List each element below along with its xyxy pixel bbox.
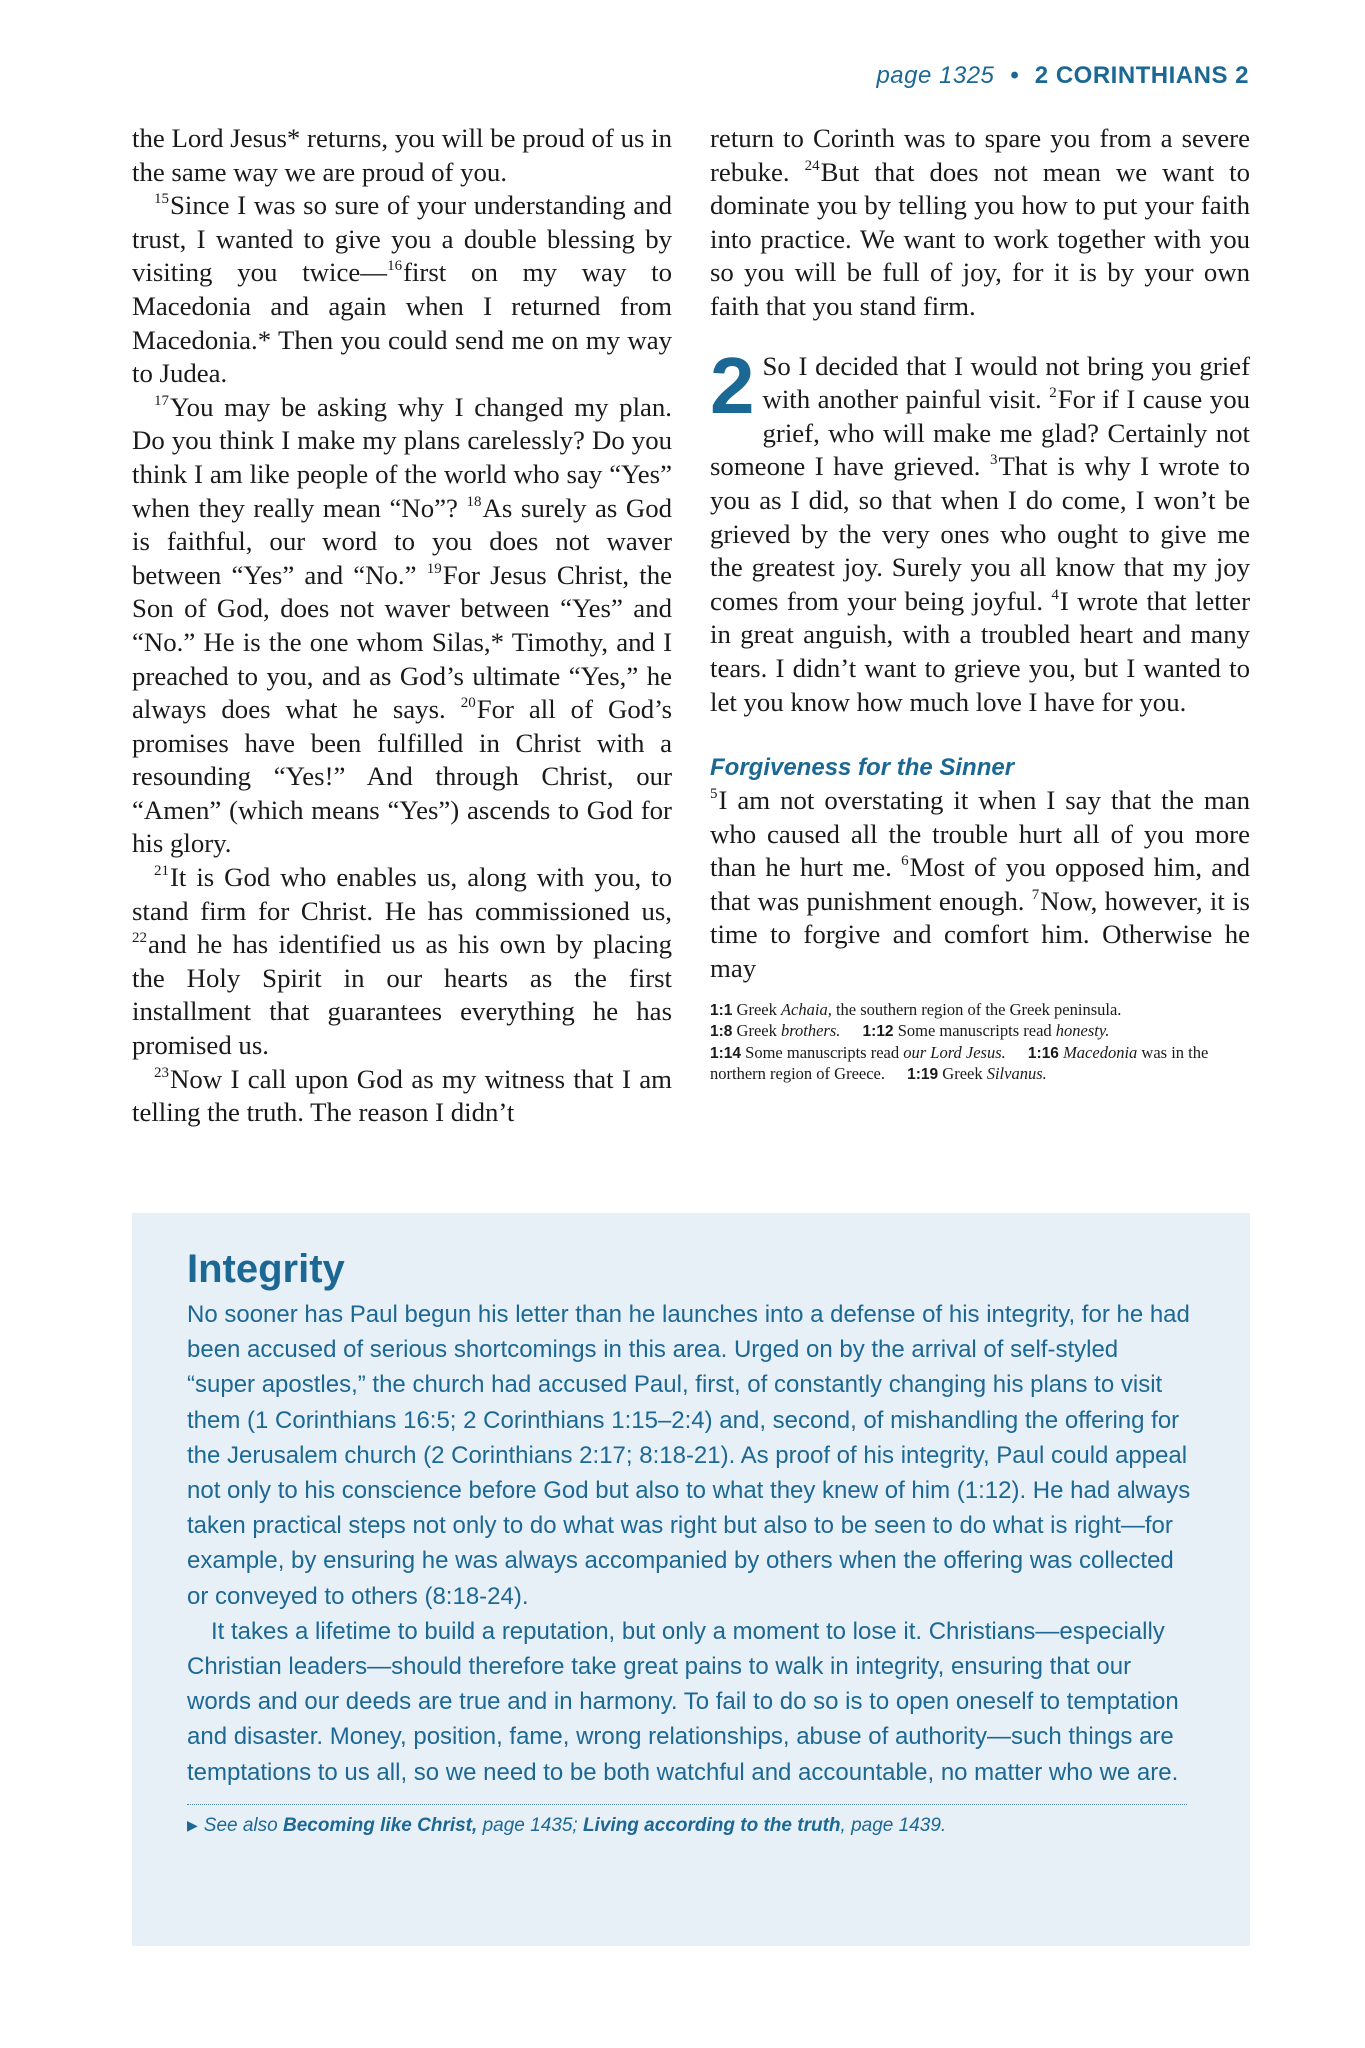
verse-number: 24 [804,157,820,174]
verse-number: 19 [426,560,442,577]
verse-number: 18 [466,493,482,510]
footnote: 1:8 Greek brothers. [710,1021,841,1041]
verse-number: 21 [154,863,169,880]
footnote: 1:1 Greek Achaia, the southern region of the Greek peninsula. [710,999,1122,1019]
see-also-link-living-according-to-truth[interactable]: Living according to the truth [582,1814,841,1836]
chapter-2-opening: 2 So I decided that I would not bring you grief with another painful visit. $^2$For if I cause you grief, who will make me glad? Certainly not someone I have grieved. $^3$That is why I wrote to you as I did, so that when I do come, I won’t be grieved by the very ones who ought to give me the greatest joy. Surely you all know that my joy comes from your being joyful. $^4$I wrote that letter in great anguish, with a troubled heart and many tears. I didn’t want to grieve you, but I wanted to let you know how much love I have for you. [710,340,1250,717]
verse-number: 23 [154,1064,169,1081]
sidebar-paragraph: It takes a lifetime to build a reputation, but only a moment to lose it. Christians—especially Christian leaders—should therefore take great pains to walk in integrity, ensuring that our words and our deeds are true and in harmony. To fail to do so is to open oneself to temptation and disaster. Money, position, fame, wrong relationships, abuse of authority—such things are temptations to us all, so we need to be both watchful and accountable, no matter who we are. [187,1617,1179,1786]
verse-5: $^5$I am not overstating it when I say that the man who caused all the trouble hurt all of you more than he hurt me. $^6$Most of you opposed him, and that was punishment enough. $^7$Now, however, it is time to forgive and comfort him. Otherwise he may [710,785,1250,984]
verse-17: $^{17}$You may be asking why I changed my plan. Do you think I make my plans carelessly? Do you think I am like people of the world who say “Yes” when they really mean “No”? $^{18}$As surely as God is faithful, our word to you does not waver between “Yes” and “No.” $^{19}$For Jesus Christ, the Son of God, does not waver between “Yes” and “No.” He is the one whom Silas,* Timothy, and I preached to you, and as God’s ultimate “Yes,” he always does what he says. $^{20}$For all of God’s promises have been fulfilled in Christ with a resounding “Yes!” And through Christ, our “Amen” (which means “Yes”) ascends to God for his glory. [132,391,672,859]
verse-text: the Lord Jesus* returns, you will be proud of us in the same way we are proud of you. [132,123,672,187]
verse-number: 22 [132,930,147,947]
chapter-number-dropcap: 2 [710,340,755,430]
header-separator: • [1010,62,1019,89]
verse-number: 17 [154,392,169,409]
verse-number: 7 [1031,886,1040,903]
section-heading: Forgiveness for the Sinner [710,754,1015,782]
see-also-link-becoming-like-christ[interactable]: Becoming like Christ, [283,1814,478,1836]
footnote: 1:12 Some manuscripts read honesty. [862,1021,1110,1041]
sidebar-title: Integrity [187,1247,345,1291]
verse-number: 15 [154,191,169,208]
verse-number: 16 [387,258,403,275]
book-chapter-title: 2 CORINTHIANS 2 [1034,62,1249,89]
verse-number: 5 [710,786,718,803]
left-column [132,122,672,1130]
page-number: page 1325 [876,62,995,89]
footnote: 1:19 Greek Silvanus. [907,1064,1047,1084]
right-column [710,122,1250,1086]
triangle-right-icon: ▶ [187,1816,198,1833]
verse-23: $^{23}$Now I call upon God as my witness that I am telling the truth. The reason I didn’t [132,1063,672,1128]
verse-number: 3 [989,452,998,469]
running-header [876,62,1249,90]
verse-number: 2 [1049,385,1057,402]
verse-number: 4 [1051,586,1059,603]
see-also: ▶ See also Becoming like Christ, page 1435; Living according to the truth, page 1439. [187,1814,947,1836]
footnote: 1:16 Macedonia was in the northern region of Greece. [710,1042,1209,1084]
verse-21: $^{21}$It is God who enables us, along with you, to stand firm for Christ. He has commissioned us, $^{22}$and he has identified us as his own by placing the Holy Spirit in our hearts as the first installment that guarantees everything he has promised us. [132,862,672,1061]
dotted-divider [187,1804,1187,1805]
sidebar-paragraph: No sooner has Paul begun his letter than he launches into a defense of his integrity, for he had been accused of serious shortcomings in this area. Urged on by the arrival of self-styled “super apostles,” the church had accused Paul, first, of constantly changing his plans to visit them (1 Corinthians 16:5; 2 Corinthians 1:15–2:4) and, second, of mishandling the offering for the Jerusalem church (2 Corinthians 2:17; 8:18-21). As proof of his integrity, Paul could appeal not only to his conscience before God but also to what they knew of him (1:12). He had always taken practical steps not only to do what was right but also to be seen to do what is right—for example, by ensuring he was always accompanied by others when the offering was collected or conveyed to others (8:18-24). [187,1301,1191,1610]
integrity-sidebar [132,1213,1250,1946]
footnotes [710,1000,1250,1086]
footnote: 1:14 Some manuscripts read our Lord Jesus. [710,1042,1006,1062]
verse-15: $^{15}$Since I was so sure of your understanding and trust, I wanted to give you a double blessing by visiting you twice—$^{16}$first on my way to Macedonia and again when I returned from Macedonia.* Then you could send me on my way to Judea. [132,190,672,389]
sidebar-body [187,1297,1192,1790]
verse-text: return to Corinth was to spare you from a severe rebuke. $^{24}$But that does not mean we want to dominate you by telling you how to put your faith into practice. We want to work together with you so you will be full of joy, for it is by your own faith that you stand firm. [710,123,1250,321]
verse-number: 20 [460,695,476,712]
verse-number: 6 [901,853,909,870]
